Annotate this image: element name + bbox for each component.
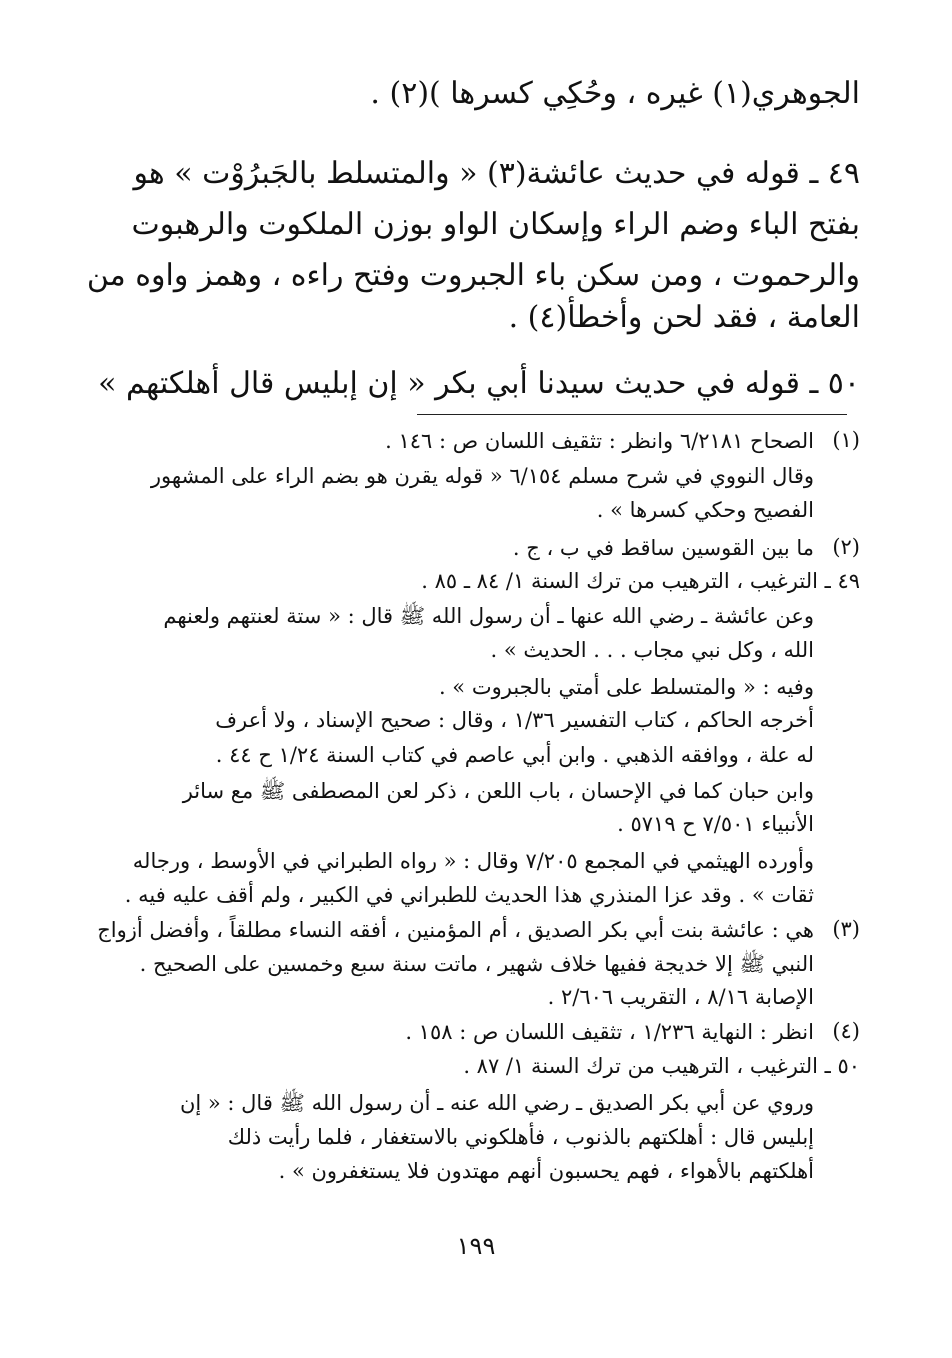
note-50-line-2: وروي عن أبي بكر الصديق ـ رضي الله عنه ـ أن رسول الله ﷺ قال : « إن <box>179 1091 814 1115</box>
footnote-3-number: (٣) <box>832 917 860 941</box>
section-49-line-3: والرحموت ، ومن سكن باء الجبروت وفتح راءه ، وهمز واوه من <box>86 258 860 293</box>
footnote-3-line-2: النبي ﷺ إلا خديجة ففيها خلاف شهير ، ماتت سنة سبع وخمسين على الصحيح . <box>139 952 814 976</box>
footnote-1-line-1: الصحاح ٦/٢١٨١ وانظر : تثقيف اللسان ص : ١٤٦ . <box>385 429 814 453</box>
footnote-separator <box>417 414 847 415</box>
note-49-line-5: أخرجه الحاكم ، كتاب التفسير ١/٣٦ ، وقال : صحيح الإسناد ، ولا أعرف <box>215 708 814 732</box>
note-49-line-10: ثقات » . وقد عزا المنذري هذا الحديث للطبراني في الكبير ، ولم أقف عليه فيه . <box>124 883 814 907</box>
note-50-line-1: ٥٠ ـ الترغيب ، الترهيب من ترك السنة ١/ ٨٧ . <box>463 1054 860 1078</box>
footnote-2-line-1: ما بين القوسين ساقط في ب ، ج . <box>512 536 814 560</box>
header-line: الجوهري(١) غيره ، وحُكِي كسرها )(٢) . <box>370 76 860 111</box>
note-49-line-4: وفيه : « والمتسلط على أمتي بالجبروت » . <box>438 675 814 699</box>
footnote-1-line-2: وقال النووي في شرح مسلم ٦/١٥٤ « قوله يقرن هو بضم الراء على المشهور <box>150 464 814 488</box>
note-49-line-3: الله ، وكل نبي مجاب . . . الحديث » . <box>490 638 814 662</box>
footnote-4-number: (٤) <box>832 1019 860 1043</box>
note-49-line-9: وأورده الهيثمي في المجمع ٧/٢٠٥ وقال : « رواه الطبراني في الأوسط ، ورجاله <box>132 849 814 873</box>
note-49-line-6: له علة ، ووافقه الذهبي . وابن أبي عاصم في كتاب السنة ١/٢٤ ح ٤٤ . <box>215 743 814 767</box>
note-49-line-8: الأنبياء ٧/٥٠١ ح ٥٧١٩ . <box>617 812 814 836</box>
section-49-line-2: بفتح الباء وضم الراء وإسكان الواو بوزن الملكوت والرهبوت <box>131 207 860 242</box>
note-50-line-3: إبليس قال : أهلكتهم بالذنوب ، فأهلكوني بالاستغفار ، فلما رأيت ذلك <box>227 1125 814 1149</box>
section-49-line-1: ٤٩ ـ قوله في حديث عائشة(٣) « والمتسلط بالجَبرُوْت » هو <box>133 156 860 191</box>
page-number: ١٩٩ <box>456 1232 496 1260</box>
note-50-line-4: أهلكتهم بالأهواء ، فهم يحسبون أنهم مهتدون فلا يستغفرون » . <box>278 1159 814 1183</box>
footnote-1-line-3: الفصيح وحكي كسرها » . <box>596 498 814 522</box>
note-49-line-7: وابن حبان كما في الإحسان ، باب اللعن ، ذكر لعن المصطفى ﷺ مع سائر <box>182 779 814 803</box>
footnote-4-line-1: انظر : النهاية ١/٢٣٦ ، تثقيف اللسان ص : ١٥٨ . <box>405 1020 814 1044</box>
footnote-1-number: (١) <box>832 428 860 452</box>
footnote-2-number: (٢) <box>832 535 860 559</box>
note-49-line-2: وعن عائشة ـ رضي الله عنها ـ أن رسول الله ﷺ قال : « ستة لعنتهم ولعنهم <box>163 604 814 628</box>
section-50-heading: ٥٠ ـ قوله في حديث سيدنا أبي بكر « إن إبليس قال أهلكتهم » <box>98 366 860 401</box>
footnote-3-line-1: هي : عائشة بنت أبي بكر الصديق ، أم المؤمنين ، أفقه النساء مطلقاً ، وأفضل أزواج <box>97 918 814 942</box>
section-49-line-4: العامة ، فقد لحن وأخطأ(٤) . <box>508 300 860 335</box>
note-49-line-1: ٤٩ ـ الترغيب ، الترهيب من ترك السنة ١/ ٨٤ ـ ٨٥ . <box>421 569 860 593</box>
footnote-3-line-3: الإصابة ٨/١٦ ، التقريب ٢/٦٠٦ . <box>547 985 814 1009</box>
